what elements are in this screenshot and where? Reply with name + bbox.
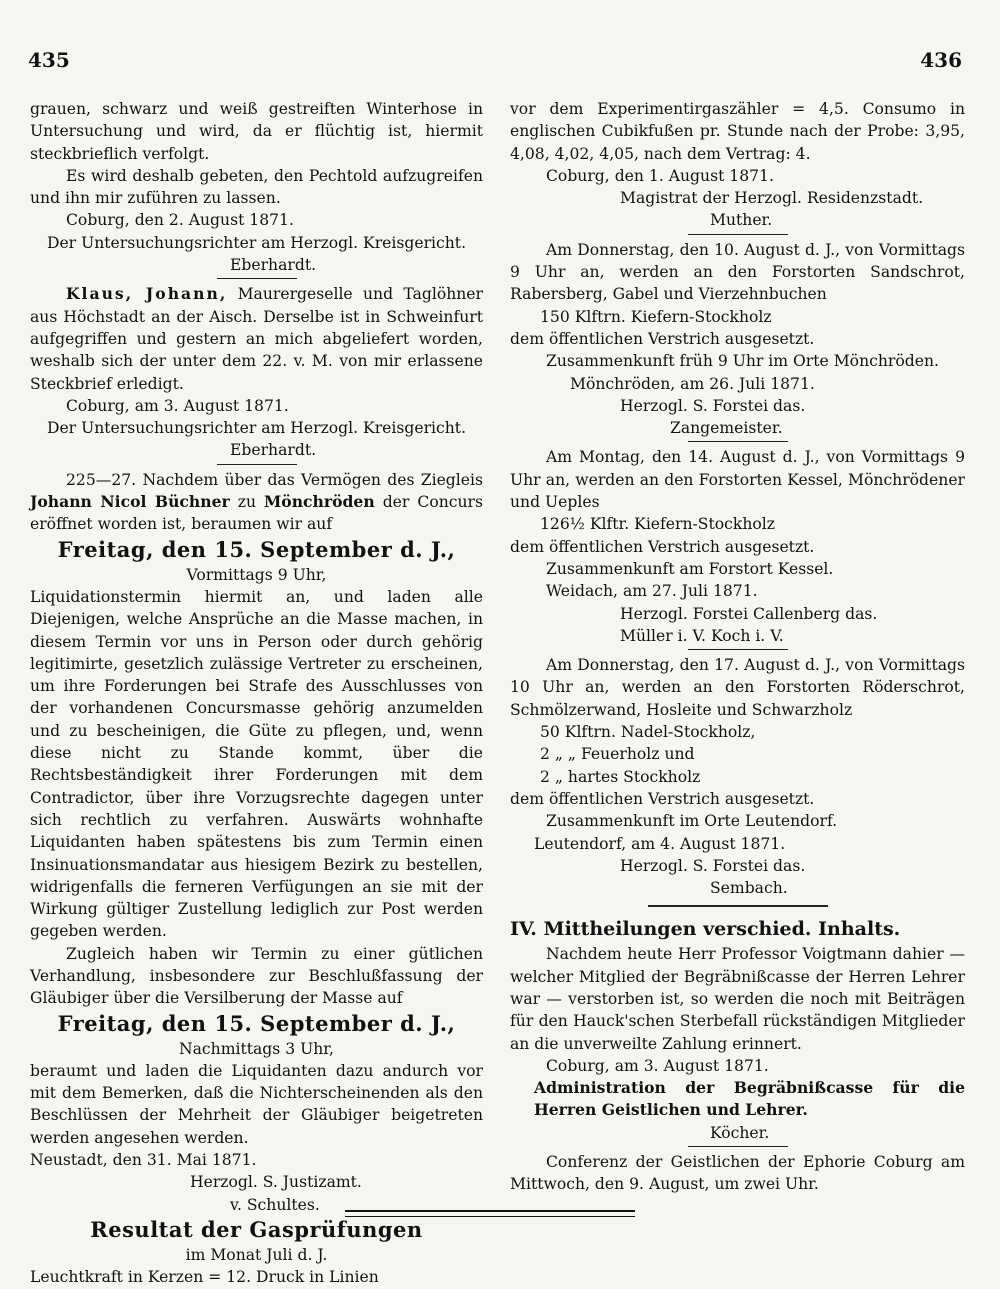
section-heading: IV. Mittheilungen verschied. Inhalts. bbox=[510, 918, 901, 941]
signature-name: Sembach. bbox=[710, 879, 788, 898]
dateline: Neustadt, den 31. Mai 1871. bbox=[30, 1151, 257, 1170]
heading-gas-tests: Resultat der Gasprüfungen bbox=[90, 1216, 423, 1242]
paragraph: dem öffentlichen Verstrich ausgesetzt. bbox=[510, 789, 815, 808]
divider bbox=[688, 234, 788, 235]
paragraph: dem öffentlichen Verstrich ausgesetzt. bbox=[510, 537, 815, 556]
notice-text: 225—27. Nachdem über das Vermögen des Ziegleis bbox=[66, 470, 483, 489]
paragraph: Liquidationstermin hiermit an, und laden alle Diejenigen, welche Ansprüche an die Masse machen, in diesem Termin vor uns in Person oder durch gehörig legitimirte, gesetzlich zulässige Vertreter zu erscheinen, um ihre Forderungen bei Strafe des Ausschlusses von der vorhandenen Concursmasse gehörig anzumelden und zu bescheinigen, die Güte zu pflegen, und, wenn diese nicht zu Stande kommt, über die Rechtsbeständigkeit ihrer Forderungen mit dem Contradictor, über ihre Vorzugsrechte dagegen unter sich rechtlich zu verfahren. Auswärts wohnhafte Liquidanten haben spätestens bis zum Termin einen Insinuationsmandatar aus hiesigem Bezirk zu bestellen, widrigenfalls die ferneren Verfügungen an sie mit der Wirkung gültiger Zustellung lediglich zur Post werden gegeben werden. bbox=[30, 587, 483, 941]
notice-paragraph bbox=[30, 283, 483, 394]
item-line: 126½ Klftr. Kiefern-Stockholz bbox=[540, 515, 775, 534]
person-name: Klaus, Johann, bbox=[66, 284, 228, 304]
dateline: Coburg, den 1. August 1871. bbox=[546, 166, 774, 185]
time-line: Vormittags 9 Uhr, bbox=[186, 565, 327, 584]
person-name: Johann Nicol Büchner bbox=[30, 492, 230, 512]
signature-office: Herzogl. S. Forstei das. bbox=[620, 856, 806, 875]
paragraph: Conferenz der Geistlichen der Ephorie Coburg am Mittwoch, den 9. August, um zwei Uhr. bbox=[510, 1153, 965, 1194]
signature-name: Müller i. V. Koch i. V. bbox=[620, 626, 784, 645]
signature-name: Zangemeister. bbox=[670, 419, 783, 438]
paragraph: beraumt und laden die Liquidanten dazu andurch vor mit dem Bemerken, daß die Nichterscheinenden als den Beschlüssen der Mehrheit der Gläubiger beigetreten werden angesehen werden. bbox=[30, 1061, 483, 1147]
page-number-right: 436 bbox=[920, 48, 962, 72]
dateline: Coburg, am 3. August 1871. bbox=[546, 1056, 769, 1075]
paragraph: Zusammenkunft am Forstort Kessel. bbox=[546, 559, 834, 578]
dateline: Coburg, den 2. August 1871. bbox=[66, 211, 294, 230]
dateline: Mönchröden, am 26. Juli 1871. bbox=[570, 374, 815, 393]
notice-text: Maurergeselle und Taglöhner aus Höchstadt an der Aisch. Derselbe ist in Schweinfurt aufgegriffen und gestern an mich abgeliefert worden, weshalb sich der unter dem 22. v. M. von mir erlassene Steckbrief erledigt. bbox=[30, 285, 483, 393]
paragraph: Zusammenkunft früh 9 Uhr im Orte Mönchröden. bbox=[546, 352, 939, 371]
signature-office: Herzogl. Forstei Callenberg das. bbox=[620, 604, 878, 623]
item-line: 2 „ „ Feuerholz und bbox=[540, 745, 695, 764]
divider bbox=[217, 278, 297, 279]
divider bbox=[688, 649, 788, 650]
paragraph: Nachdem heute Herr Professor Voigtmann dahier — welcher Mitglied der Begräbnißcasse der Herren Lehrer war — verstorben ist, so werden die noch mit Beiträgen für den Hauck'schen Sterbefall rückständigen Mitglieder an die unverweilte Zahlung erinnert. bbox=[510, 945, 965, 1053]
right-column bbox=[510, 98, 965, 1196]
paragraph: Es wird deshalb gebeten, den Pechtold aufzugreifen und ihn mir zuführen zu lassen. bbox=[30, 166, 483, 208]
paragraph: Am Montag, den 14. August d. J., von Vormittags 9 Uhr an, werden an den Forstorten Kessel, Mönchrödener und Ueples bbox=[510, 448, 965, 512]
page-number-left: 435 bbox=[28, 48, 70, 72]
notice-text: der Concurs eröffnet worden ist, beraumen wir auf bbox=[30, 493, 483, 534]
bottom-double-rule bbox=[345, 1210, 635, 1217]
notice-paragraph bbox=[30, 469, 483, 536]
signature-name: Muther. bbox=[710, 211, 773, 230]
divider bbox=[688, 441, 788, 442]
item-line: 2 „ hartes Stockholz bbox=[540, 767, 701, 786]
paragraph: vor dem Experimentirgaszähler = 4,5. Consumo in englischen Cubikfußen pr. Stunde nach der Probe: 3,95, 4,08, 4,02, 4,05, nach dem Vertrag: 4. bbox=[510, 100, 965, 163]
left-column bbox=[30, 98, 483, 1289]
date-heading: Freitag, den 15. September d. J., bbox=[57, 1010, 456, 1036]
signature-name: v. Schultes. bbox=[230, 1195, 320, 1214]
item-line: 150 Klftrn. Kiefern-Stockholz bbox=[540, 307, 772, 326]
signature-office: Der Untersuchungsrichter am Herzogl. Kreisgericht. bbox=[46, 419, 467, 438]
time-line: Nachmittags 3 Uhr, bbox=[178, 1039, 335, 1058]
signature-office: Der Untersuchungsrichter am Herzogl. Kreisgericht. bbox=[46, 233, 467, 252]
paragraph: grauen, schwarz und weiß gestreiften Winterhose in Untersuchung und wird, da er flüchtig ist, hiermit steckbrieflich verfolgt. bbox=[30, 100, 483, 163]
paragraph: Zugleich haben wir Termin zu einer gütlichen Verhandlung, insbesondere zur Beschlußfassung der Gläubiger über die Versilberung der Masse auf bbox=[30, 944, 483, 1008]
divider bbox=[217, 464, 297, 465]
signature-office: Herzogl. S. Justizamt. bbox=[190, 1173, 362, 1192]
signature-name: Eberhardt. bbox=[230, 441, 317, 460]
notice-text: zu bbox=[237, 493, 257, 512]
signature-name: Köcher. bbox=[710, 1123, 770, 1142]
date-heading: Freitag, den 15. September d. J., bbox=[57, 536, 456, 562]
paragraph: Am Donnerstag, den 17. August d. J., von Vormittags 10 Uhr an, werden an den Forstorten Röderschrot, Schmölzerwand, Hosleite und Schwarzholz bbox=[510, 656, 965, 719]
paragraph: Leuchtkraft in Kerzen = 12. Druck in Linien bbox=[30, 1268, 379, 1287]
signature-name: Eberhardt. bbox=[230, 256, 317, 275]
item-line: 50 Klftrn. Nadel-Stockholz, bbox=[540, 723, 756, 742]
subheading: im Monat Juli d. J. bbox=[185, 1245, 328, 1264]
paragraph: Zusammenkunft im Orte Leutendorf. bbox=[546, 812, 838, 831]
section-divider bbox=[648, 905, 828, 907]
paragraph: Am Donnerstag, den 10. August d. J., von Vormittags 9 Uhr an, werden an den Forstorten Sandschrot, Rabersberg, Gabel und Vierzehnbuchen bbox=[510, 240, 965, 304]
signature-office: Magistrat der Herzogl. Residenzstadt. bbox=[620, 189, 924, 208]
paragraph: dem öffentlichen Verstrich ausgesetzt. bbox=[510, 329, 815, 348]
divider bbox=[688, 1146, 788, 1147]
dateline: Weidach, am 27. Juli 1871. bbox=[546, 582, 758, 601]
signature-office: Administration der Begräbnißcasse für die Herren Geistlichen und Lehrer. bbox=[534, 1078, 965, 1120]
signature-office: Herzogl. S. Forstei das. bbox=[620, 396, 806, 415]
dateline: Coburg, am 3. August 1871. bbox=[66, 396, 289, 415]
dateline: Leutendorf, am 4. August 1871. bbox=[534, 834, 786, 853]
place-name: Mönchröden bbox=[264, 492, 375, 512]
